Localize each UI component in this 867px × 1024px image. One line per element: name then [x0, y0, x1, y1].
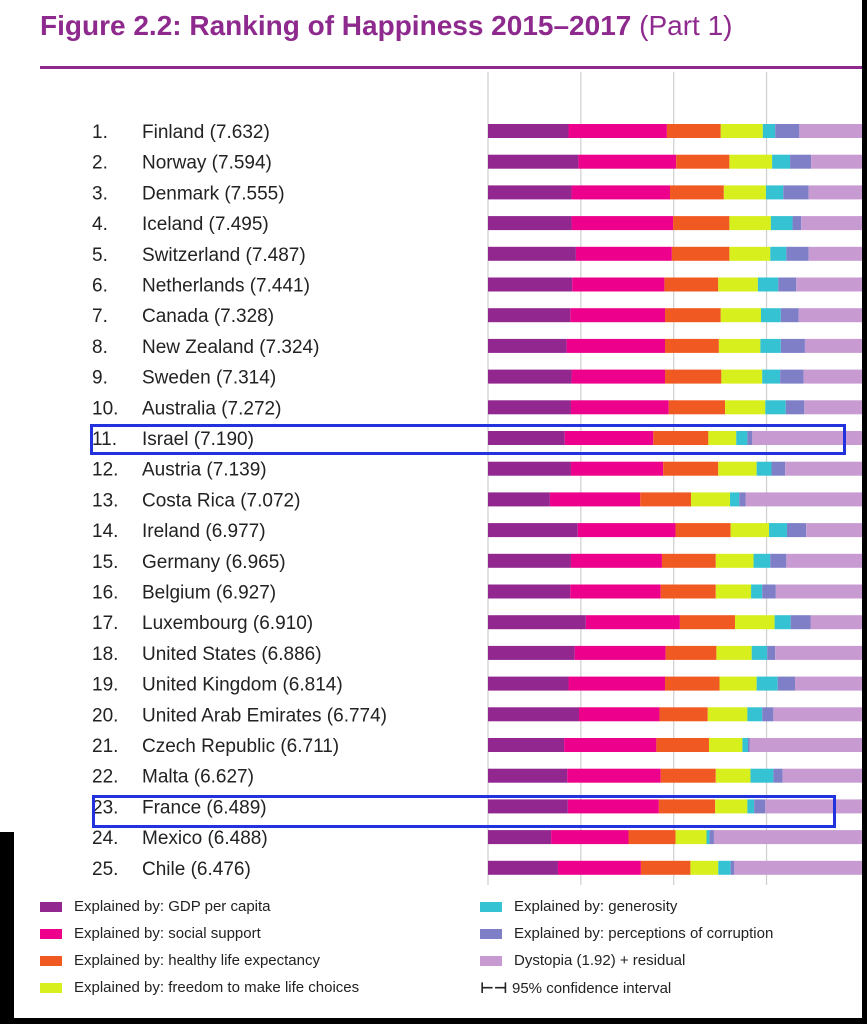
country-label: Chile (6.476)	[142, 858, 251, 880]
bar-segment-generosity	[750, 769, 773, 783]
rank-number: 9.	[92, 367, 108, 389]
bar-segment-dystopia	[734, 861, 867, 875]
legend-swatch-corruption	[480, 929, 502, 939]
country-label: Canada (7.328)	[142, 306, 275, 328]
bar-segment-health	[673, 216, 729, 230]
bar-segment-generosity	[754, 554, 771, 568]
bar-segment-health	[661, 769, 716, 783]
bar-segment-freedom	[725, 400, 765, 414]
bar-segment-corruption	[762, 585, 776, 599]
bar-segment-corruption	[781, 339, 805, 353]
bar-segment-dystopia	[806, 523, 867, 537]
country-label: Norway (7.594)	[142, 152, 272, 174]
bar-segment-corruption	[770, 554, 786, 568]
legend-swatch-dystopia	[480, 956, 502, 966]
legend-swatch-health	[40, 956, 62, 966]
bar-segment-gdp	[488, 247, 576, 261]
rank-number: 20.	[92, 705, 119, 727]
country-label: Czech Republic (6.711)	[142, 736, 340, 757]
country-label: Germany (6.965)	[142, 551, 286, 573]
bar-segment-gdp	[488, 400, 571, 414]
bar-segment-corruption	[772, 462, 786, 476]
bar-segment-corruption	[781, 308, 799, 322]
bar-segment-social	[579, 707, 659, 721]
bar-segment-generosity	[762, 370, 780, 384]
country-label: United Arab Emirates (6.774)	[142, 705, 388, 727]
bar-segment-dystopia	[746, 492, 867, 506]
bar-segment-health	[663, 462, 718, 476]
highlight-france	[92, 795, 836, 828]
bar-segment-gdp	[488, 738, 564, 752]
bar-segment-gdp	[488, 124, 568, 138]
bar-segment-freedom	[676, 830, 707, 844]
bar-segment-social	[586, 615, 680, 629]
bar-segment-dystopia	[801, 216, 867, 230]
bar-segment-gdp	[488, 707, 579, 721]
country-label: Mexico (6.488)	[142, 828, 268, 850]
country-label: Luxembourg (6.910)	[142, 613, 314, 635]
bar-segment-dystopia	[805, 339, 867, 353]
bar-segment-generosity	[758, 278, 778, 292]
bar-segment-dystopia	[796, 278, 867, 292]
legend-label-freedom: Explained by: freedom to make life choices	[74, 979, 360, 996]
confidence-interval-icon: ⊢⊣	[480, 980, 508, 997]
bar-segment-health	[665, 677, 719, 691]
legend-item-generosity	[480, 898, 677, 915]
bar-segment-dystopia	[773, 707, 867, 721]
bar-segment-corruption	[790, 155, 811, 169]
bar-segment-health	[666, 646, 717, 660]
country-label: Austria (7.139)	[142, 459, 267, 481]
frame-edge-left	[0, 832, 14, 1024]
bar-segment-health	[659, 707, 707, 721]
bar-segment-social	[578, 155, 676, 169]
rank-number: 23.	[92, 797, 119, 819]
legend-item-ci	[480, 979, 671, 997]
bar-segment-generosity	[760, 339, 780, 353]
bar-segment-gdp	[488, 185, 572, 199]
highlight-israel	[90, 424, 846, 455]
bar-segment-dystopia	[809, 247, 867, 261]
bar-segment-corruption	[793, 216, 802, 230]
legend-label-generosity: Explained by: generosity	[514, 898, 678, 915]
bar-segment-generosity	[771, 216, 793, 230]
bar-segment-freedom	[735, 615, 775, 629]
bar-segment-social	[567, 339, 665, 353]
bar-segment-corruption	[739, 492, 745, 506]
bar-segment-gdp	[488, 677, 568, 691]
bar-segment-health	[629, 830, 676, 844]
bar-segment-gdp	[488, 615, 586, 629]
bar-segment-social	[572, 185, 670, 199]
bar-segment-dystopia	[786, 554, 867, 568]
bar-segment-corruption	[710, 830, 714, 844]
bar-segment-gdp	[488, 370, 572, 384]
bar-segment-freedom	[729, 216, 770, 230]
bar-segment-corruption	[791, 615, 811, 629]
bar-segment-health	[662, 554, 716, 568]
legend-swatch-generosity	[480, 902, 502, 912]
bar-segment-generosity	[757, 462, 772, 476]
rank-number: 25.	[92, 858, 119, 880]
bar-segment-dystopia	[804, 370, 867, 384]
legend-item-gdp	[40, 898, 271, 915]
bar-segment-freedom	[729, 247, 770, 261]
bar-segment-health	[667, 124, 721, 138]
bar-segment-health	[640, 492, 691, 506]
rank-number: 5.	[92, 244, 108, 266]
bar-segment-generosity	[707, 830, 710, 844]
rank-number: 2.	[92, 152, 108, 174]
bar-segment-health	[676, 155, 729, 169]
bar-segment-corruption	[783, 185, 808, 199]
country-label: Switzerland (7.487)	[142, 244, 306, 266]
legend-label-health: Explained by: healthy life expectancy	[74, 952, 320, 969]
rank-number: 22.	[92, 766, 119, 788]
bar-segment-health	[665, 370, 721, 384]
bar-segment-gdp	[488, 861, 558, 875]
bar-segment-dystopia	[809, 185, 867, 199]
country-label: United States (6.886)	[142, 643, 322, 665]
bar-segment-generosity	[770, 247, 786, 261]
bar-segment-social	[578, 523, 676, 537]
bar-segment-gdp	[488, 523, 578, 537]
bar-segment-generosity	[766, 185, 783, 199]
rank-number: 13.	[92, 490, 119, 512]
bar-segment-social	[558, 861, 641, 875]
rank-number: 17.	[92, 613, 119, 635]
bar-segment-health	[641, 861, 691, 875]
bar-segment-generosity	[761, 308, 781, 322]
bar-segment-freedom	[721, 308, 761, 322]
bar-segment-social	[570, 585, 660, 599]
bar-segment-freedom	[708, 707, 748, 721]
bar-segment-freedom	[716, 554, 754, 568]
bar-segment-freedom	[729, 155, 772, 169]
legend-swatch-freedom	[40, 983, 62, 993]
bar-segment-dystopia	[795, 677, 867, 691]
legend-item-corruption	[480, 925, 773, 942]
bar-segment-generosity	[752, 646, 767, 660]
bar-segment-dystopia	[775, 646, 867, 660]
country-label: Malta (6.627)	[142, 766, 254, 788]
bar-segment-freedom	[716, 769, 751, 783]
bar-segment-gdp	[488, 769, 567, 783]
bar-segment-dystopia	[714, 830, 867, 844]
bar-segment-social	[567, 769, 660, 783]
country-label: Finland (7.632)	[142, 122, 270, 143]
bar-segment-freedom	[716, 585, 751, 599]
rank-number: 1.	[92, 122, 108, 143]
bar-segment-generosity	[757, 677, 778, 691]
bar-segment-corruption	[773, 769, 782, 783]
bar-segment-corruption	[780, 370, 804, 384]
country-label: Sweden (7.314)	[142, 367, 277, 389]
bar-segment-health	[665, 308, 721, 322]
bar-segment-freedom	[716, 646, 751, 660]
bar-segment-gdp	[488, 155, 578, 169]
bar-segment-health	[669, 400, 725, 414]
legend-item-freedom	[40, 979, 359, 996]
bar-segment-freedom	[718, 462, 756, 476]
legend-label-dystopia: Dystopia (1.92) + residual	[514, 952, 686, 969]
rank-number: 12.	[92, 459, 119, 481]
bar-segment-freedom	[724, 185, 766, 199]
bar-segment-gdp	[488, 554, 571, 568]
bar-segment-gdp	[488, 308, 570, 322]
rank-number: 15.	[92, 551, 119, 573]
rank-number: 21.	[92, 736, 119, 757]
bar-segment-dystopia	[785, 462, 867, 476]
country-label: France (6.489)	[142, 797, 267, 819]
bar-segment-freedom	[690, 861, 718, 875]
bar-segment-social	[551, 830, 628, 844]
country-label: Netherlands (7.441)	[142, 275, 310, 297]
bar-segment-gdp	[488, 462, 571, 476]
legend-label-corruption: Explained by: perceptions of corruption	[514, 925, 774, 942]
country-label: Costa Rica (7.072)	[142, 490, 301, 512]
bar-segment-gdp	[488, 339, 567, 353]
bar-segment-dystopia	[750, 738, 867, 752]
legend-item-dystopia	[480, 952, 685, 969]
bar-segment-freedom	[721, 370, 762, 384]
bar-segment-gdp	[488, 830, 551, 844]
country-label: Ireland (6.977)	[142, 521, 266, 543]
bar-segment-generosity	[730, 492, 739, 506]
rank-number: 3.	[92, 183, 108, 205]
figure-title-part: (Part 1)	[639, 10, 733, 41]
bar-segment-gdp	[488, 585, 570, 599]
bar-segment-freedom	[709, 738, 742, 752]
bar-segment-corruption	[748, 738, 750, 752]
country-label: Israel (7.190)	[142, 429, 254, 450]
bar-segment-generosity	[775, 615, 791, 629]
bar-segment-corruption	[786, 400, 805, 414]
rank-number: 4.	[92, 214, 108, 236]
bar-segment-generosity	[763, 124, 775, 138]
bar-segment-health	[680, 615, 735, 629]
frame-edge-right	[862, 0, 867, 1024]
bar-segment-generosity	[742, 738, 748, 752]
bar-segment-dystopia	[810, 615, 867, 629]
rank-number: 18.	[92, 643, 119, 665]
rank-number: 10.	[92, 398, 119, 420]
country-label: Iceland (7.495)	[142, 214, 269, 236]
legend-item-health	[40, 952, 320, 969]
bar-segment-freedom	[691, 492, 730, 506]
bar-segment-freedom	[721, 124, 763, 138]
rank-number: 6.	[92, 275, 108, 297]
legend-label-social: Explained by: social support	[74, 925, 261, 942]
rank-number: 8.	[92, 336, 108, 358]
bar-segment-dystopia	[776, 585, 867, 599]
legend	[40, 898, 860, 1008]
bar-segment-gdp	[488, 278, 572, 292]
bar-segment-freedom	[719, 339, 760, 353]
frame-edge-bottom	[0, 1018, 867, 1024]
legend-label-gdp: Explained by: GDP per capita	[74, 898, 271, 915]
bar-segment-social	[568, 677, 665, 691]
figure-title-main: Figure 2.2: Ranking of Happiness 2015–2017	[40, 10, 632, 41]
rank-number: 19.	[92, 674, 119, 696]
bar-segment-generosity	[765, 400, 785, 414]
bar-segment-social	[571, 400, 669, 414]
country-label: United Kingdom (6.814)	[142, 674, 343, 696]
bar-segment-corruption	[762, 707, 773, 721]
bar-segment-corruption	[786, 247, 808, 261]
country-label: New Zealand (7.324)	[142, 336, 320, 358]
bar-segment-generosity	[747, 707, 762, 721]
legend-swatch-social	[40, 929, 62, 939]
bar-segment-social	[564, 738, 656, 752]
bar-segment-freedom	[731, 523, 769, 537]
bar-segment-corruption	[778, 677, 795, 691]
bar-segment-social	[576, 247, 672, 261]
bar-segment-dystopia	[804, 400, 867, 414]
bar-segment-social	[570, 308, 665, 322]
legend-label-ci: 95% confidence interval	[512, 979, 672, 997]
bar-segment-social	[572, 278, 664, 292]
bar-segment-health	[676, 523, 731, 537]
legend-item-social	[40, 925, 261, 942]
bar-segment-social	[572, 216, 674, 230]
rank-number: 16.	[92, 582, 119, 604]
bar-segment-social	[572, 370, 665, 384]
rank-number: 24.	[92, 828, 119, 850]
bar-segment-health	[665, 339, 719, 353]
legend-swatch-gdp	[40, 902, 62, 912]
bar-segment-corruption	[775, 124, 799, 138]
bar-segment-freedom	[720, 677, 757, 691]
country-label: Denmark (7.555)	[142, 183, 285, 205]
bar-segment-health	[672, 247, 730, 261]
bar-segment-dystopia	[799, 308, 867, 322]
bar-segment-social	[550, 492, 640, 506]
country-label: Australia (7.272)	[142, 398, 282, 420]
bar-segment-gdp	[488, 492, 550, 506]
bar-segment-gdp	[488, 216, 572, 230]
bar-segment-corruption	[787, 523, 806, 537]
bar-segment-freedom	[718, 278, 758, 292]
bar-segment-social	[571, 554, 662, 568]
bar-segment-corruption	[731, 861, 735, 875]
bar-segment-dystopia	[811, 155, 867, 169]
bar-segment-health	[670, 185, 724, 199]
rank-number: 14.	[92, 521, 119, 543]
country-label: Belgium (6.927)	[142, 582, 277, 604]
bar-segment-generosity	[772, 155, 790, 169]
bar-segment-dystopia	[783, 769, 867, 783]
bar-segment-dystopia	[799, 124, 867, 138]
bar-segment-corruption	[767, 646, 775, 660]
bar-segment-health	[661, 585, 716, 599]
bar-segment-social	[575, 646, 666, 660]
bar-segment-social	[571, 462, 663, 476]
bar-segment-generosity	[751, 585, 762, 599]
bar-segment-generosity	[718, 861, 730, 875]
bar-segment-social	[568, 124, 666, 138]
bar-segment-generosity	[769, 523, 787, 537]
rank-number: 11.	[92, 429, 118, 450]
rank-number: 7.	[92, 306, 108, 328]
bar-segment-health	[656, 738, 709, 752]
bar-segment-gdp	[488, 646, 575, 660]
bar-segment-corruption	[778, 278, 796, 292]
bar-segment-health	[664, 278, 718, 292]
